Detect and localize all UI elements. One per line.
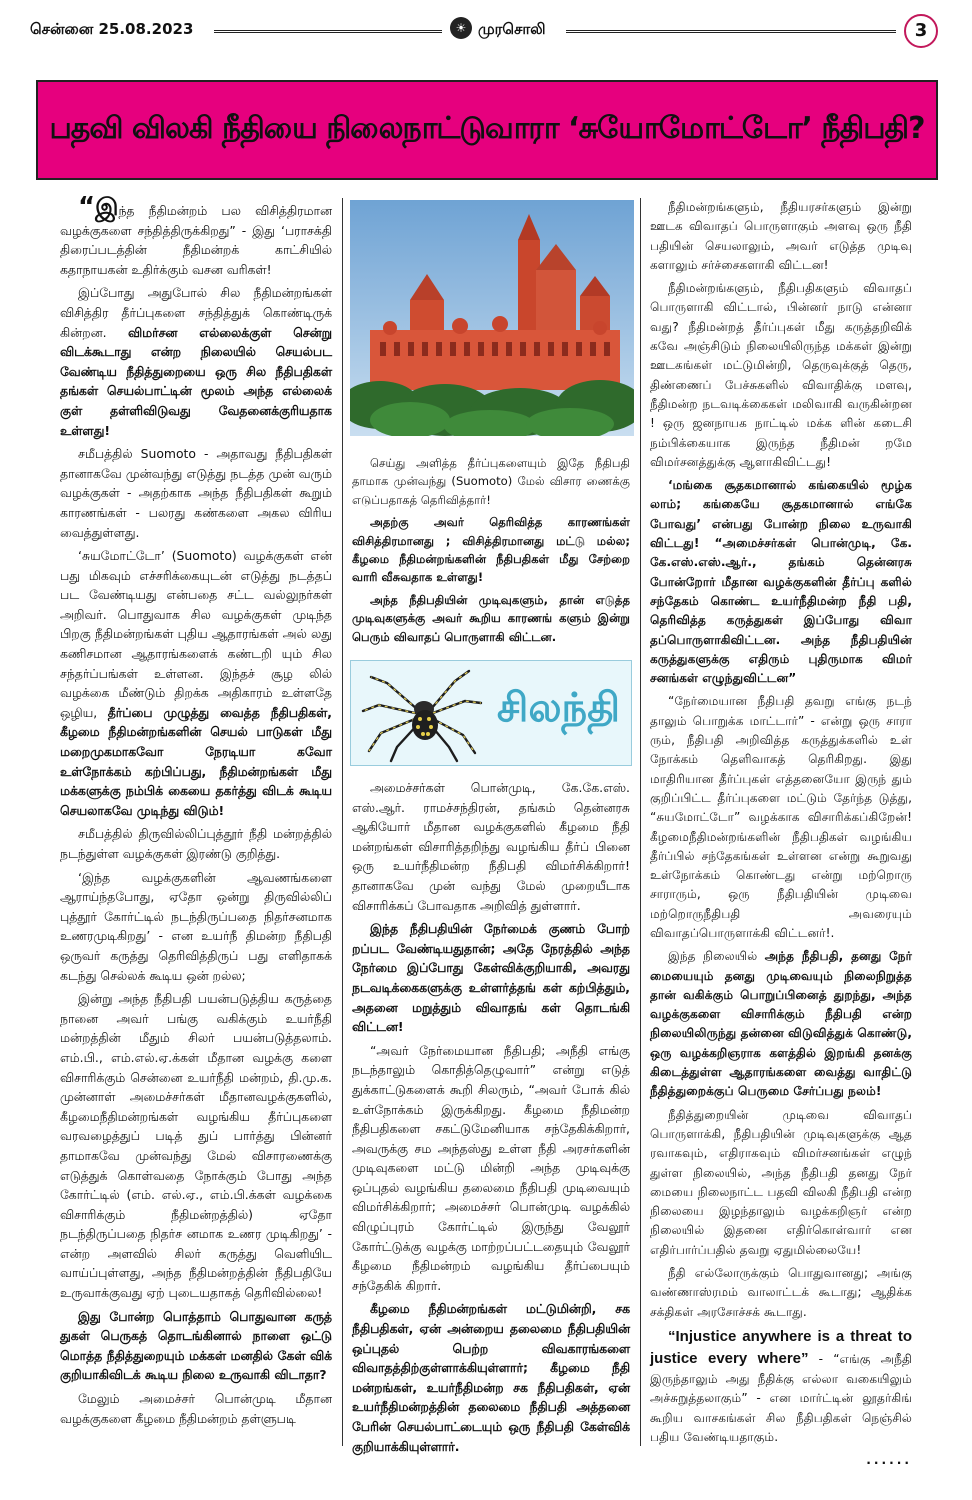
spider-icon xyxy=(357,661,487,765)
paper-name: முரசொலி xyxy=(478,20,546,38)
paragraph: சமீபத்தில் திருவில்லிப்புத்தூர் நீதி மன்றத்தில் நடந்துள்ள வழக்குகள் இரண்டு குறித்து. xyxy=(60,826,332,861)
page-number: 3 xyxy=(904,14,938,48)
paragraph: அந்த நீதிபதியின் முடிவுகளும், தான் எடுத்த முடிவுகளுக்கு அவர் கூறிய காரணங் களும் இன்று பெரும் விவாதப் பொருளாகி விட்டன. xyxy=(352,592,630,644)
paragraph: மேலும் அமைச்சர் பொன்முடி மீதான வழக்குகளை கீழமை நீதிமன்றம் தள்ளுபடி xyxy=(60,1391,332,1426)
paragraph xyxy=(650,947,912,1101)
paragraph xyxy=(60,546,332,820)
column-divider xyxy=(342,198,343,1446)
paper-emblem-icon: ☀ xyxy=(450,17,472,39)
paragraph-text: - “எங்கு அநீதி இருந்தாலும் அது நீதிக்கு எல்லா வகையிலும் அச்சுறுத்தலாகும்” - என மார்ட்டின் லூதர்கிங் கூறிய வாசகங்கள் சில நீதிபதிகள் நெஞ்சில் பதிய வேண்டியதாகும். xyxy=(650,1351,912,1444)
paragraph: செய்து அளித்த தீர்ப்புகளையும் இதே நீதிபதி தாமாக முன்வந்து (Suomoto) மேல் விசார ணைக்கு எடுப்பதாகத் தெரிவித்தார்! xyxy=(352,456,630,507)
spider-graphic-box xyxy=(350,660,632,766)
paragraph xyxy=(60,283,332,440)
paragraph-text: இந்த நிலையில் xyxy=(668,949,758,964)
headline: பதவி விலகி நீதியை நிலைநாட்டுவாரா ‘சுயோமோட்டோ’ நீதிபதி? xyxy=(49,110,925,146)
drop-letter: இ xyxy=(95,193,119,221)
paragraph-bold-text: தீர்ப்பை முழுத்து வைத்த நீதிபதிகள், கீழமை நீதிமன்றங்களின் செயல் பாடுகள் மீது மறைமுகமாகவோ நேரடியா கவோ உள்நோக்கம் கற்பிப்பது, நீதிமன்றங்கள் மீது மக்களுக்கு நம்பிக் கையை தகர்த்து விடக் கூடிய செயலாகவே முடிந்து விடும்! xyxy=(60,704,332,818)
paragraph: கீழமை நீதிமன்றங்கள் மட்டுமின்றி, சக நீதிபதிகள், ஏன் அன்றைய தலைமை நீதிபதியின் ஒப்புதல் பெற்ற விவகாரங்களை விவாதத்திற்குள்ளாக்கியுள்ளார்; கீழமை நீதி மன்றங்கள், உயர்நீதிமன்ற சக நீதிபதிகள், ஏன் உயர்நீதிமன்றத்தின் தலைமை நீதிபதி அத்தனை பேரின் செயல்பாட்டையும் ஒரு நீதிபதி கேள்விக் குறியாக்கியுள்ளார். xyxy=(352,1301,630,1454)
paragraph: நீதி எல்லோருக்கும் பொதுவானது; அங்கு வண்ணாஸ்ரமம் வாலாட்டக் கூடாது; ஆதிக்க சக்திகள் அரசோச்சக் கூடாது. xyxy=(650,1266,912,1319)
article-column-2-bottom xyxy=(352,778,630,1460)
paragraph-bold-text: விமர்சன எல்லைக்குள் சென்று விடக்கூடாது என்ற நிலையில் செயல்பட வேண்டிய நீதித்துறையை ஒரு சில நீதிபதிகள் தங்கள் செயல்பாட்டின் மூலம் அந்த எல்லைக் குள் தள்ளிவிடுவது வேதனைக்குரியதாக உள்ளது! xyxy=(60,324,332,438)
paragraph: நீதித்துறையின் முடிவை விவாதப் பொருளாக்கி, நீதிபதியின் முடிவுகளுக்கு ஆத ரவாகவும், எதிராகவும் விமர்சனங்கள் எழுந் துள்ள நிலையில், அந்த நீதிபதி தனது நேர் மையை நிலைநாட்ட பதவி விலகி நீதிபதி என்ற நிலையை இழந்தாலும் வழக்கறிஞர் என்ற நிலையில் இதனை எதிர்கொள்வார் என எதிர்பார்ப்பதில் தவறு ஏதுமில்லையே! xyxy=(650,1107,912,1257)
article-column-1 xyxy=(60,192,332,1432)
english-quote: “Injustice anywhere is a threat to justice every where” xyxy=(650,1327,912,1367)
high-court-building-image xyxy=(350,200,634,436)
high-court-photo xyxy=(350,200,634,436)
paragraph xyxy=(60,192,332,279)
paragraph: இன்று அந்த நீதிபதி பயன்படுத்திய கருத்தை நானை அவர் பங்கு வகிக்கும் உயர்நீதி மன்றத்தின் மீதும் சிலர் பயன்படுத்தலாம். எம்.பி., எம்.எல்.ஏ.க்கள் மீதான வழக்கு களை விசாரிக்கும் சென்னை உயர்நீதி மன்றம், தி.மு.க. முன்னாள் அமைச்சர்கள் மீதானவழக்குகளில், கீழமைநீதிமன்றங்கள் வழங்கிய தீர்ப்புகளை வரவழைத்துப் படித் துப் பார்த்து பின்னர் தாமாகவே முன்வந்து மேல் விசாரணைக்கு எடுத்துக் கொள்வதை நோக்கும் போது அந்த கோர்ட்டில் (எம். எல்.ஏ., எம்.பி.க்கள் வழக்கை விசாரிக்கும் நீதிமன்றத்தில்) ஏதோ நடந்திருப்பதை நிதர்ச னமாக உணர முடிகிறது’ - என்ற அளவில் சிலர் கருத்து வெளியிட வாய்ப்புள்ளது, அந்த நீதிமன்றத்தின் நீதிபதியே உருவாக்குவது ஏற் புடையதாகத் தெரிவில்லை! xyxy=(60,991,332,1301)
paragraph: அமைச்சர்கள் பொன்முடி, கே.கே.எஸ். எஸ்.ஆர். ராமச்சந்திரன், தங்கம் தென்னரசு ஆகியோர் மீதான வழக்குகளில் கீழமை நீதி மன்றங்கள் விசாரித்தறிந்து வழங்கிய தீர்ப் பினை ஒரு உயர்நீதிமன்ற நீதிபதி விமர்சிக்கிறார்! தானாகவே முன் வந்து மேல் முறையீடாக விசாரிக்கப் போவதாக அறிவித் துள்ளார். xyxy=(352,780,630,913)
column-divider xyxy=(640,198,641,1446)
article-column-3 xyxy=(650,198,912,1470)
paragraph: “அவர் நேர்மையான நீதிபதி; அநீதி எங்கு நடந்தாலும் கொதித்தெழுவார்” என்று எடுத் துக்காட்டுகளைக் கூறி சிலரும், “அவர் போக் கில் உள்நோக்கம் இருக்கிறது. கீழமை நீதிமன்ற நீதிபதிகளை சகட்டுமேனியாக சந்தேகிக்கிறார், அவருக்கு சம அந்தஸ்து உள்ள நீதி அரசர்களின் முடிவுகளை மட்டு மின்றி அந்த முடிவுக்கு ஒப்புதல் வழங்கிய தலைமை நீதிபதி முடிவையும் விமர்சிக்கிறார்; அமைச்சர் பொன்முடி வழக்கில் விழுப்புரம் கோர்ட்டில் இருந்து வேலூர் கோர்ட்டுக்கு வழக்கு மாற்றப்பட்டதையும் வேலூர் கீழமை நீதிமன்றம் வழங்கிய தீர்ப்பையும் சந்தேகிக் கிறார். xyxy=(352,1042,630,1293)
paragraph-text: ந்த நீதிமன்றம் பல விசித்திரமான வழக்குகளை சந்தித்திருக்கிறது” - இது ‘பராசக்தி திரைப்படத்தின் நீதிமன்றக் காட்சியில் கதாநாயகன் உதிர்க்கும் வசன வரிகள்! xyxy=(60,203,332,277)
paragraph-text: ‘சுயமோட்டோ’ (Suomoto) வழக்குகள் என் பது மிகவும் எச்சரிக்கையுடன் எடுத்து நடத்தப் பட வேண்டியது என்பதை சட்ட வல்லுநர்கள் அறிவர். பொதுவாக சில வழக்குகள் முடிந்த பிறகு நீதிமன்றங்கள் புதிய ஆதாரங்கள் அல் லது கணிசமான ஆதாரங்களைக் கண்டறி யும் சில சந்தர்ப்பங்கள் உள்ளன. இந்தச் சூழ லில் வழக்கை மீண்டும் திறக்க அதிகாரம் உள்ளதே ஒழிய, xyxy=(60,548,332,720)
open-quote: “ xyxy=(78,192,96,222)
masthead-rule-left xyxy=(214,30,442,33)
paragraph-bold-text: அந்த நீதிபதி, தனது நேர் மையையும் தனது முடிவையும் நிலைநிறுத்த தான் வகிக்கும் பொறுப்பினைத் துறந்து, அந்த வழக்குகளை விசாரிக்கும் நீதிபதி என்ற நிலையிலிருந்து தன்னை விடுவித்துக் கொண்டு, ஒரு வழக்கறிஞராக களத்தில் இறங்கி தனக்கு கிடைத்துள்ள ஆதாரங்களை வைத்து வாதிட்டு நீதித்துறைக்குப் பெருமை சேர்ப்பது நலம்! xyxy=(650,949,912,1099)
paragraph: இந்த நீதிபதியின் நேர்மைக் குணம் போற் றப்பட வேண்டியதுதான்; அதே நேரத்தில் அந்த நேர்மை இப்போது கேள்விக்குறியாகி, அவரது நடவடிக்கைகளுக்கு உள்ளர்த்தங் கள் கற்பித்தும், அதனை மறுத்தும் விவாதங் கள் தொடங்கி விட்டன! xyxy=(352,921,630,1035)
end-dots: ...... xyxy=(866,1453,912,1468)
paragraph-text: இப்போது அதுபோல் சில நீதிமன்றங்கள் விசித்திர தீர்ப்புகளை சந்தித்துக் கொண்டிருக் கின்றன. xyxy=(60,285,332,340)
masthead-rule-right xyxy=(566,30,896,33)
paragraph: ‘இந்த வழக்குகளின் ஆவணங்களை ஆராய்ந்தபோது, ஏதோ ஒன்று திருவில்லிப் புத்தூர் கோர்ட்டில் நடந்திருப்பதை நிதர்சனமாக உணரமுடிகிறது’ - என உயர்நீ திமன்ற நீதிபதி ஒருவர் கருத்து தெரிவித்திருப் பது எளிதாகக் கடந்து செல்லக் கூடிய ஒன் றல்ல; xyxy=(60,869,332,983)
spider-word: சிலந்தி xyxy=(497,685,620,731)
paragraph: இது போன்ற பொத்தாம் பொதுவான கருத் துகள் பெருகத் தொடங்கினால் நாளை ஒட்டு மொத்த நீதித்துறையும் மக்கள் மனதில் கேள் விக் குறியாகிவிடக் கூடிய நிலை உருவாகி விடாதா? xyxy=(60,1308,332,1383)
paragraph: “நேர்மையான நீதிபதி தவறு எங்கு நடந் தாலும் பொறுக்க மாட்டார்” - என்று ஒரு சாரா ரும், நீதிபதி அறிவித்த கருத்துக்களில் உள் நோக்கம் தெளிவாகத் தெரிகிறது. இது மாதிரியான தீர்ப்புகள் எத்தனையோ இருந் தும் குறிப்பிட்ட தீர்ப்புகளை மட்டும் தேர்ந்த டுத்து, “சுயமோட்டோ” வழக்காக விசாரிக்கப்கிறேன்!கீழமைநீதிமன்றங்களின் நீதிபதிகள் வழங்கிய தீர்ப்பில் சந்தேகங்கள் உள்ளன என்று கூறுவது உள்நோக்கம் கொண்டது என்று மற்றொரு சாராரும், ஒரு நீதிபதியின் முடிவை மற்றொருநீதிபதி அவரையும் விவாதப்பொருளாக்கி விட்டனர்!. xyxy=(650,694,912,940)
paragraph xyxy=(650,1326,912,1447)
paragraph: நீதிமன்றங்களும், நீதியரசர்களும் இன்று ஊடக விவாதப் பொருளாகும் அளவு ஒரு நீதி பதியின் செயலாலும், அவர் எடுத்த முடிவு களாலும் சர்ச்சைகளாகி விட்டன! xyxy=(650,200,912,272)
issue-date: சென்னை 25.08.2023 xyxy=(30,20,194,38)
paragraph: ‘மங்கை சூதகமானால் கங்கையில் மூழ்க லாம்; கங்கையே சூதகமானால் எங்கே போவது’ என்பது போன்ற நிலை உருவாகி விட்டது! “அமைச்சர்கள் பொன்முடி, கே. கே.எஸ்.எஸ்.ஆர்., தங்கம் தென்னரசு போன்றோர் மீதான வழக்குகளின் தீர்ப்பு களில் சந்தேகம் கொண்ட உயர்நீதிமன்ற நீதி பதி, தெரிவித்த கருத்துகள் இப்போது விவா தப்பொருளாகிவிட்டன. அந்த நீதிபதியின் கருத்துகளுக்கு எதிரும் புதிருமாக விமர் சனங்கள் எழுந்துவிட்டன” xyxy=(650,478,912,686)
paragraph: அதற்கு அவர் தெரிவித்த காரணங்கள் விசித்திரமானது ; விசித்திரமானது மட்டு மல்ல; கீழமை நீதிமன்றங்களின் நீதிபதிகள் மீது சேற்றை வாரி வீசுவதாக உள்ளது! xyxy=(352,515,630,585)
paragraph: சமீபத்தில் Suomoto - அதாவது நீதிபதிகள் தானாகவே முன்வந்து எடுத்து நடத்த முன் வரும் வழக்குகள் - அதற்காக அந்த நீதிபதிகள் கூறும் காரணங்கள் - பலரது கண்களை அகல விரிய வைத்துள்ளது. xyxy=(60,446,332,540)
paragraph: நீதிமன்றங்களும், நீதிபதிகளும் விவாதப் பொருளாகி விட்டால், பின்னர் நாடு என்னா வது? நீதிமன்றத் தீர்ப்புகள் மீது கருத்தறிவிக் கவே அஞ்சிடும் நிலையிலிருந்த மக்கள் இன்று ஊடகங்கள் மட்டுமின்றி, தெருவுக்குத் தெரு, திண்ணைப் பேச்சுகளில் விவாதிக்கு மளவு, நீதிமன்ற நடவடிக்கைகள் மலிவாகி வருகின்றன ! ஒரு ஜனநாயக நாட்டில் மக்க ளின் கடைசி நம்பிக்கையாக இருந்த நீதிமன் றமே விமர்சனத்துக்கு ஆளாகிவிட்டது! xyxy=(650,281,912,469)
headline-banner xyxy=(36,80,938,180)
article-column-2-top xyxy=(352,454,630,650)
masthead xyxy=(26,14,944,46)
